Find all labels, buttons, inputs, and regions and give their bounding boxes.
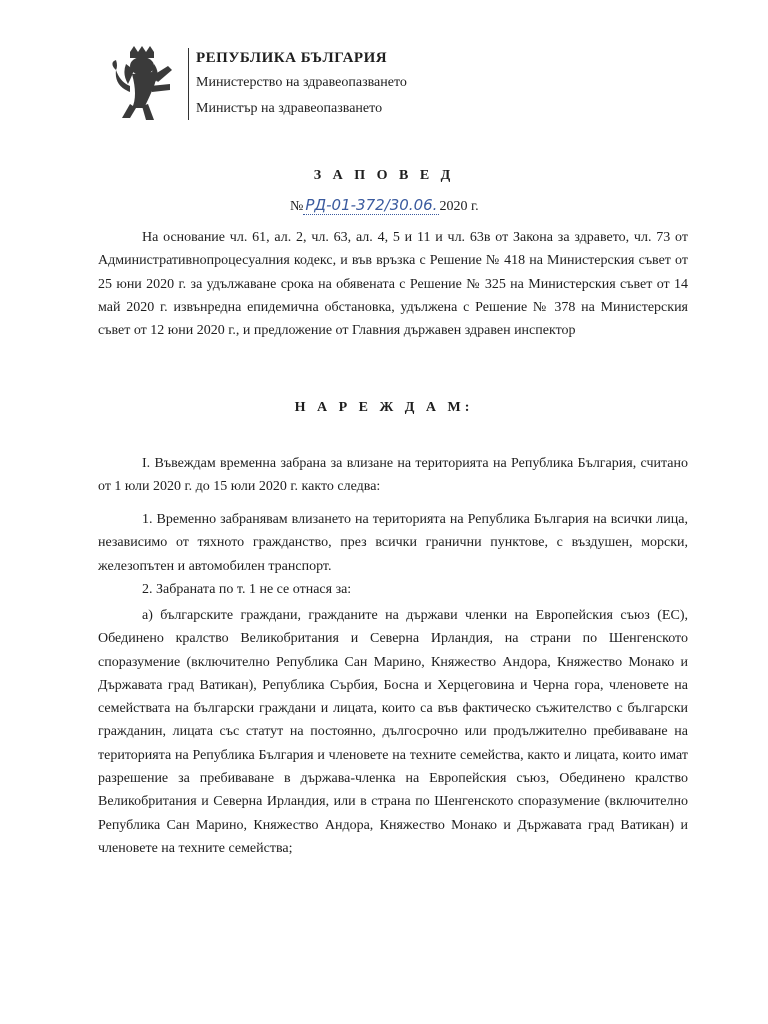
header-divider <box>188 48 189 120</box>
section-1-paragraph: I. Въвеждам временна забрана за влизане на територията на Република България, считано от 1 юли 2020 г. до 15 юли 2020 г. както следва: <box>98 456 688 495</box>
order-title: З А П О В Е Д <box>313 168 455 183</box>
item-2a-paragraph: а) българските граждани, гражданите на държави членки на Европейския съюз (ЕС), Обединено кралство Великобритания и Северна Ирландия, на страни по Шенгенското споразумение (включително Република Сан Марино, Княжество Андора, Княжество Монако и Държавата град Ватикан), Република Сърбия, Босна и Херцеговина и Черна гора, членовете на семействата на български граждани и лицата, които са във фактическо съжителство с български гражданин, лицата със статут на постоянно, дългосрочно или продължително пребиваване на територията на Република България и членовете на техните семейства, както и лицата, които имат разрешение за пребиваване в държава-членка на Европейския съюз, Обединено кралство Великобритания и Северна Ирландия, или в страна по Шенгенското споразумение (включително Република Сан Марино, Княжество Андора, Княжество Монако и Държавата град Ватикан) и членовете на техните семейства; <box>98 608 688 856</box>
command-heading: Н А Р Е Ж Д А М: <box>294 400 474 415</box>
item-1-paragraph: 1. Временно забранявам влизането на територията на Република България на всички лица, независимо от тяхното гражданство, през всички гранични пунктове, с въздушен, морски, железопътен и автомобилен транспорт. <box>98 512 688 574</box>
country-name: РЕПУБЛИКА БЪЛГАРИЯ <box>196 50 388 66</box>
ministry-name: Министерство на здравеопазването <box>196 75 407 90</box>
order-number-handwritten: РД-01-372/30.06. <box>305 196 438 214</box>
header-text <box>196 46 407 122</box>
order-number <box>290 196 479 215</box>
minister-title: Министър на здравеопазването <box>196 101 383 116</box>
coat-of-arms-lion-icon <box>108 46 180 122</box>
item-2-paragraph: 2. Забраната по т. 1 не се отнася за: <box>142 582 352 597</box>
order-number-prefix: № <box>290 199 304 214</box>
order-number-year: 2020 г. <box>439 199 479 214</box>
preamble-paragraph: На основание чл. 61, ал. 2, чл. 63, ал. 4, 5 и 11 и чл. 63в от Закона за здравето, чл. 73 от Административнопроцесуалния кодекс, и във връзка с Решение № 418 на Министерския съвет от 25 юни 2020 г. за удължаване срока на обявената с Решение № 325 на Министерския съвет от 14 май 2020 г. извънредна епидемична обстановка, удължена с Решение № 378 на Министерския съвет от 12 юни 2020 г., и предложение от Главния държавен здравен инспектор <box>98 230 688 339</box>
letterhead <box>108 46 508 126</box>
